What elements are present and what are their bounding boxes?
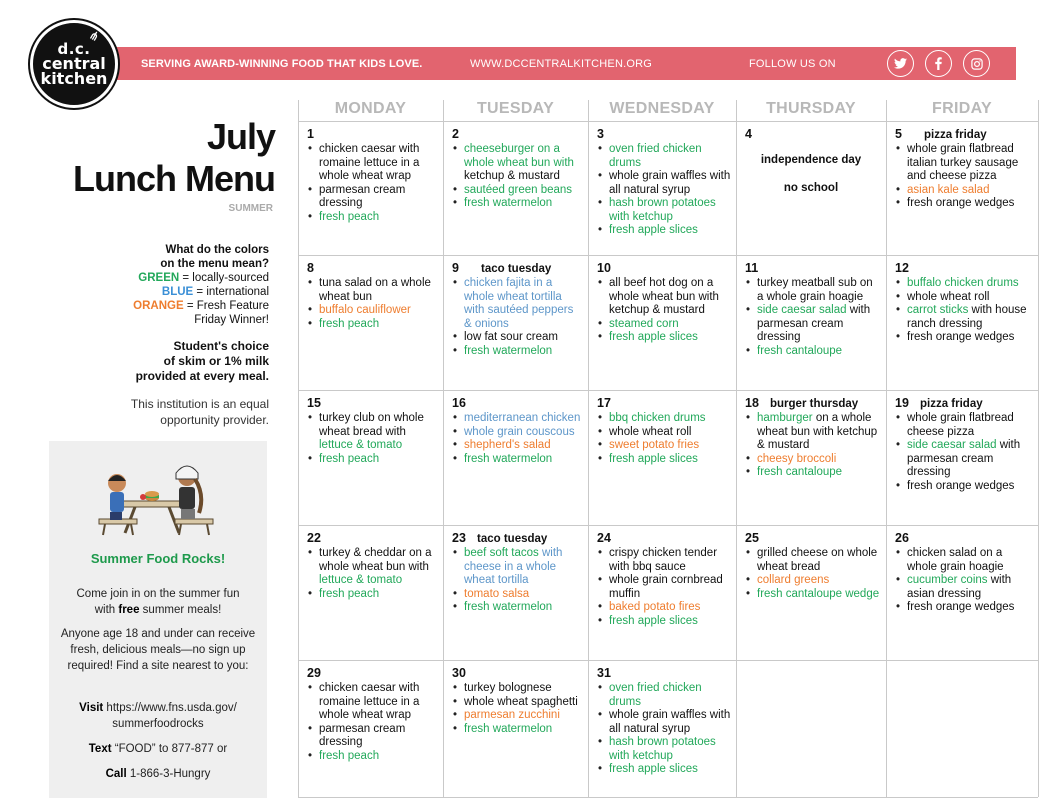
day-number: 10 <box>597 261 611 275</box>
menu-item-text: side caesar salad <box>757 304 847 316</box>
menu-item-text: sautéed green beans <box>464 183 573 196</box>
day-cell <box>736 390 886 524</box>
day-number: 3 <box>597 127 604 141</box>
menu-item <box>307 304 439 318</box>
menu-item <box>745 412 882 453</box>
menu-item-text: fresh peach <box>319 317 380 330</box>
menu-items <box>307 277 439 331</box>
menu-item-text: parmesan cream dressing <box>319 722 406 748</box>
menu-item <box>895 547 1034 574</box>
legend-blue-text: = international <box>193 286 269 298</box>
menu-item <box>597 143 732 170</box>
menu-item-text: fresh apple slices <box>609 614 698 627</box>
menu-item-text: fresh apple slices <box>609 763 698 775</box>
menu-item <box>452 197 584 211</box>
menu-item <box>452 345 584 359</box>
title-month: July <box>206 116 275 157</box>
menu-item <box>895 304 1034 331</box>
menu-item-text: fresh orange wedges <box>907 331 1015 343</box>
day-cell <box>588 660 736 794</box>
menu-item <box>452 331 584 345</box>
menu-item <box>895 412 1034 439</box>
menu-items <box>452 682 584 736</box>
menu-item-text: whole grain cornbread muffin <box>609 574 723 600</box>
menu-item <box>745 574 882 588</box>
day-cell <box>588 255 736 389</box>
visit-url-2[interactable]: summerfoodrocks <box>112 718 204 730</box>
day-cell <box>736 121 886 255</box>
menu-item <box>452 426 584 440</box>
menu-item <box>452 723 584 737</box>
legend-green-text: = locally-sourced <box>179 272 269 284</box>
day-number: 1 <box>307 127 314 141</box>
join-line-2 <box>59 602 257 618</box>
day-number: 19 <box>895 396 909 410</box>
join-post: summer meals! <box>139 604 222 616</box>
menu-item <box>597 439 732 453</box>
holiday-line: independence day <box>760 154 862 166</box>
menu-item-text-suffix: with parmesan cream dressing <box>757 304 871 343</box>
menu-item-text: whole grain waffles with all natural syrup <box>609 709 731 735</box>
visit-line <box>59 700 257 732</box>
summer-food-box <box>49 441 267 798</box>
menu-item-text: shepherd's salad <box>464 439 551 451</box>
menu-items <box>452 143 584 211</box>
menu-item-text: whole grain waffles with all natural syrup <box>609 170 731 196</box>
join-with: with <box>94 604 119 616</box>
menu-item <box>895 143 1034 184</box>
day-number: 5 <box>895 127 902 141</box>
menu-item-text: collard greens <box>757 574 830 586</box>
day-cell <box>588 390 736 524</box>
menu-item-text: whole wheat spaghetti <box>464 695 578 708</box>
menu-item-text: buffalo cauliflower <box>319 304 411 316</box>
menu-item-text: turkey bolognese <box>464 682 552 694</box>
legend-green-key: GREEN <box>138 272 180 284</box>
menu-item-text: fresh cantaloupe <box>757 466 843 478</box>
visit-url[interactable]: https://www.fns.usda.gov/ <box>103 702 237 714</box>
milk-line-3: provided at every meal. <box>135 369 269 383</box>
menu-item-text: fresh watermelon <box>464 344 553 357</box>
day-theme: pizza friday <box>924 129 987 141</box>
menu-item-text-suffix: lettuce & tomato <box>319 574 403 586</box>
day-cell <box>443 390 588 524</box>
day-number: 29 <box>307 666 321 680</box>
menu-item-text: oven fried chicken drums <box>609 682 702 708</box>
menu-items <box>597 547 732 628</box>
menu-item-text: tomato salsa <box>464 587 530 600</box>
menu-item-text-suffix: with cheese in a whole wheat tortilla <box>464 547 563 586</box>
day-number: 12 <box>895 261 909 275</box>
follow-us-label: FOLLOW US ON <box>749 57 836 70</box>
menu-item-text: fresh peach <box>319 749 380 762</box>
menu-item <box>307 750 439 764</box>
menu-item-text: fresh peach <box>319 210 380 223</box>
day-theme: pizza friday <box>920 398 983 410</box>
menu-item-text: asian kale salad <box>907 183 990 196</box>
menu-item <box>597 412 732 426</box>
menu-item-text: cheeseburger on a whole wheat bun with <box>464 143 574 169</box>
menu-item <box>307 723 439 750</box>
menu-item <box>597 331 732 345</box>
day-cell <box>886 525 1038 659</box>
menu-item-text: fresh watermelon <box>464 197 553 209</box>
anyone-paragraph: Anyone age 18 and under can receive fresh, delicious meals—no sign up required! Find a site nearest to you: <box>60 628 256 672</box>
menu-item <box>307 211 439 225</box>
menu-item <box>307 588 439 602</box>
menu-item-text: baked potato fires <box>609 601 701 613</box>
menu-items <box>452 547 584 615</box>
menu-item-text: fresh watermelon <box>464 722 553 735</box>
menu-item-text: fresh apple slices <box>609 452 698 465</box>
day-cell <box>298 121 443 255</box>
menu-item <box>745 453 882 467</box>
day-theme: taco tuesday <box>481 263 552 275</box>
day-number: 16 <box>452 396 466 410</box>
menu-item-text-suffix: with asian dressing <box>907 574 1012 600</box>
menu-items <box>307 412 439 466</box>
website-link[interactable]: WWW.DCCENTRALKITCHEN.ORG <box>470 57 653 70</box>
menu-item <box>745 277 882 304</box>
menu-item <box>597 682 732 709</box>
day-header-friday: FRIDAY <box>932 100 992 117</box>
header-banner <box>105 47 1016 80</box>
day-cell <box>443 660 588 794</box>
menu-item-text: chicken salad on a whole grain hoagie <box>907 547 1004 573</box>
menu-item-text: cheesy broccoli <box>757 452 837 465</box>
menu-item <box>745 588 882 602</box>
menu-item <box>307 682 439 723</box>
menu-item-text-suffix: on a whole wheat bun with ketchup & mustard <box>757 412 878 451</box>
day-number: 4 <box>745 127 752 141</box>
menu-item <box>745 345 882 359</box>
menu-item-text-suffix: with house ranch dressing <box>907 304 1027 330</box>
join-paragraph <box>59 586 257 618</box>
menu-item <box>452 696 584 710</box>
dc-central-kitchen-logo <box>30 20 118 108</box>
menu-item-text: whole grain flatbread cheese pizza <box>907 412 1014 438</box>
menu-item <box>307 184 439 211</box>
menu-item <box>597 224 732 238</box>
menu-item <box>895 184 1034 198</box>
day-cell <box>588 121 736 255</box>
day-header-tuesday: TUESDAY <box>476 100 555 117</box>
day-number: 11 <box>745 261 759 275</box>
menu-items <box>307 682 439 763</box>
call-line <box>59 766 257 782</box>
milk-note <box>136 339 269 384</box>
menu-item-text: buffalo chicken drums <box>907 277 1019 289</box>
text-label: Text <box>88 743 112 755</box>
day-cell <box>443 255 588 389</box>
grid-vertical-line <box>1038 100 1039 797</box>
day-header-thursday: THURSDAY <box>766 100 856 117</box>
day-number: 26 <box>895 531 909 545</box>
menu-item-text: fresh cantaloupe <box>757 344 843 357</box>
join-line-1: Come join in on the summer fun <box>76 588 240 600</box>
menu-item-text: fresh apple slices <box>609 331 698 343</box>
day-header-monday: MONDAY <box>334 100 407 117</box>
color-legend <box>133 243 269 327</box>
milk-line-2: of skim or 1% milk <box>163 354 269 368</box>
day-number: 23 <box>452 531 466 545</box>
menu-item <box>895 331 1034 345</box>
day-cell <box>886 255 1038 389</box>
menu-item <box>895 277 1034 291</box>
legend-orange-text-2: Friday Winner! <box>194 314 269 326</box>
day-number: 22 <box>307 531 321 545</box>
menu-item-text: turkey & cheddar on a whole wheat bun with <box>319 547 432 573</box>
lunch-calendar <box>298 100 1038 798</box>
day-number: 18 <box>745 396 759 410</box>
menu-item <box>895 197 1034 211</box>
menu-item <box>307 277 439 304</box>
logo-line-2: central <box>42 53 106 73</box>
legend-orange <box>133 299 269 313</box>
menu-item-text: oven fried chicken drums <box>609 143 702 169</box>
free-word: free <box>118 604 140 616</box>
day-number: 15 <box>307 396 321 410</box>
season-label: SUMMER <box>228 203 273 214</box>
day-cell <box>443 525 588 659</box>
menu-item-text: whole wheat roll <box>609 425 692 438</box>
holiday-line: no school <box>783 181 839 194</box>
day-number: 2 <box>452 127 459 141</box>
day-cell <box>886 121 1038 255</box>
grid-horizontal-line <box>298 797 1038 798</box>
menu-item <box>895 291 1034 305</box>
menu-item-text: whole wheat roll <box>907 290 990 303</box>
menu-item <box>597 277 732 318</box>
menu-item <box>452 547 584 588</box>
day-cell <box>443 121 588 255</box>
legend-question-2: on the menu mean? <box>160 258 269 270</box>
menu-item <box>452 709 584 723</box>
equal-line-2: opportunity provider. <box>160 413 269 427</box>
legend-green <box>133 271 269 285</box>
tagline: SERVING AWARD-WINNING FOOD THAT KIDS LOVE. <box>141 57 423 70</box>
menu-item <box>452 184 584 198</box>
menu-item-text: mediterranean chicken <box>464 412 581 424</box>
menu-item <box>597 763 732 777</box>
menu-item-text: fresh peach <box>319 587 380 600</box>
menu-item-text: fresh apple slices <box>609 224 698 236</box>
menu-item <box>895 480 1034 494</box>
menu-item-text: fresh watermelon <box>464 452 553 465</box>
menu-item <box>452 453 584 467</box>
day-cell <box>298 525 443 659</box>
holiday-note <box>736 154 886 209</box>
menu-item-text: fresh orange wedges <box>907 601 1015 613</box>
menu-item <box>895 574 1034 601</box>
menu-items <box>895 547 1034 615</box>
menu-item-text: turkey club on whole wheat bread with <box>319 412 424 438</box>
menu-item <box>597 615 732 629</box>
legend-question-1: What do the colors <box>165 244 269 256</box>
menu-item <box>597 574 732 601</box>
text-instruction: “FOOD” to 877-877 or <box>111 743 228 755</box>
menu-item-text: grilled cheese on whole wheat bread <box>757 547 878 573</box>
menu-item <box>452 601 584 615</box>
menu-item <box>745 466 882 480</box>
menu-item-text: beef soft tacos <box>464 547 539 559</box>
menu-item-text-suffix: lettuce & tomato <box>319 439 403 451</box>
menu-item-text: hash brown potatoes with ketchup <box>609 736 716 762</box>
menu-item <box>895 439 1034 480</box>
menu-item-text: parmesan zucchini <box>464 709 560 721</box>
day-cell <box>298 390 443 524</box>
milk-line-1: Student's choice <box>173 339 269 353</box>
menu-item-text: chicken caesar with romaine lettuce in a whole wheat wrap <box>319 682 420 721</box>
menu-items <box>895 277 1034 345</box>
page-title <box>73 116 275 200</box>
menu-item <box>597 453 732 467</box>
day-cell <box>588 525 736 659</box>
menu-item <box>452 439 584 453</box>
twitter-icon[interactable] <box>887 50 914 77</box>
menu-items <box>597 682 732 777</box>
menu-items <box>745 277 882 358</box>
menu-items <box>307 143 439 224</box>
call-number[interactable]: 1-866-3-Hungry <box>126 768 211 780</box>
menu-items <box>597 277 732 345</box>
menu-item <box>307 412 439 453</box>
day-number: 9 <box>452 261 459 275</box>
menu-items <box>452 277 584 358</box>
menu-item-text: carrot sticks <box>907 304 969 316</box>
day-theme: burger thursday <box>770 398 859 410</box>
menu-item-text: side caesar salad <box>907 439 997 451</box>
menu-items <box>307 547 439 601</box>
day-number: 25 <box>745 531 759 545</box>
menu-item-text: parmesan cream dressing <box>319 183 406 209</box>
menu-item-text: tuna salad on a whole wheat bun <box>319 277 431 303</box>
menu-item-text: chicken caesar with romaine lettuce in a whole wheat wrap <box>319 143 420 182</box>
menu-items <box>745 547 882 601</box>
menu-item <box>597 547 732 574</box>
menu-item-text: crispy chicken tender with bbq sauce <box>609 547 718 573</box>
menu-items <box>745 412 882 480</box>
menu-item-text: sweet potato fries <box>609 439 700 451</box>
day-number: 24 <box>597 531 611 545</box>
day-cell <box>298 660 443 794</box>
menu-item-text: fresh peach <box>319 452 380 465</box>
menu-item <box>597 197 732 224</box>
menu-item <box>597 736 732 763</box>
menu-item <box>597 601 732 615</box>
day-cell <box>736 255 886 389</box>
menu-item <box>307 143 439 184</box>
menu-item-text: low fat sour cream <box>464 331 558 343</box>
logo-line-1: d.c. <box>57 39 91 58</box>
day-cell <box>886 390 1038 524</box>
menu-item-text: fresh watermelon <box>464 601 553 613</box>
menu-item <box>597 318 732 332</box>
menu-item-text: fresh cantaloupe wedge <box>757 587 880 600</box>
menu-item-text: chicken fajita in a whole wheat tortilla with sautéed peppers & onions <box>464 277 574 330</box>
instagram-icon[interactable] <box>963 50 990 77</box>
menu-items <box>597 143 732 238</box>
menu-item <box>307 453 439 467</box>
day-number: 31 <box>597 666 611 680</box>
visit-label: Visit <box>79 702 104 714</box>
equal-opportunity-note <box>131 396 269 428</box>
summer-food-heading: Summer Food Rocks! <box>90 551 226 566</box>
menu-item <box>452 143 584 184</box>
day-number: 8 <box>307 261 314 275</box>
kids-picnic-illustration <box>83 451 233 559</box>
call-label: Call <box>105 768 127 780</box>
menu-item-text: turkey meatball sub on a whole grain hoagie <box>757 277 873 303</box>
legend-blue <box>133 285 269 299</box>
menu-item-text: whole grain couscous <box>464 425 575 438</box>
title-menu: Lunch Menu <box>73 158 275 199</box>
menu-item-text-suffix: with parmesan cream dressing <box>907 439 1021 478</box>
menu-item-text: bbq chicken drums <box>609 412 706 424</box>
menu-item-text: cucumber coins <box>907 574 988 586</box>
menu-item-text: fresh orange wedges <box>907 197 1015 209</box>
day-number: 17 <box>597 396 611 410</box>
menu-items <box>895 412 1034 493</box>
day-theme: taco tuesday <box>477 533 548 545</box>
menu-item <box>307 318 439 332</box>
menu-item-text: steamed corn <box>609 317 679 330</box>
menu-item <box>745 547 882 574</box>
menu-item <box>745 304 882 345</box>
menu-item-text-suffix: ketchup & mustard <box>464 170 560 182</box>
menu-item-text: fresh orange wedges <box>907 479 1015 492</box>
menu-item-text: hamburger <box>757 412 813 424</box>
menu-item <box>452 588 584 602</box>
facebook-icon[interactable] <box>925 50 952 77</box>
equal-line-1: This institution is an equal <box>130 397 269 411</box>
day-header-wednesday: WEDNESDAY <box>609 100 715 117</box>
fork-icon: ⋔ <box>86 27 103 45</box>
day-cell <box>298 255 443 389</box>
menu-item <box>597 170 732 197</box>
text-line <box>59 741 257 757</box>
menu-items <box>597 412 732 466</box>
menu-item <box>452 682 584 696</box>
menu-item <box>895 601 1034 615</box>
menu-item <box>307 547 439 588</box>
menu-items <box>452 412 584 466</box>
logo-line-3: kitchen <box>40 69 108 89</box>
day-cell <box>736 525 886 659</box>
menu-item <box>597 709 732 736</box>
menu-item <box>597 426 732 440</box>
legend-blue-key: BLUE <box>161 286 194 298</box>
menu-item-text: all beef hot dog on a whole wheat bun with ketchup & mustard <box>609 277 719 316</box>
menu-item-text: whole grain flatbread italian turkey sausage and cheese pizza <box>907 143 1019 182</box>
menu-item <box>452 277 584 331</box>
legend-orange-text: = Fresh Feature <box>183 300 269 312</box>
menu-items <box>895 143 1034 211</box>
menu-item-text: hash brown potatoes with ketchup <box>609 197 716 223</box>
menu-item <box>452 412 584 426</box>
legend-orange-key: ORANGE <box>133 300 184 312</box>
day-number: 30 <box>452 666 466 680</box>
